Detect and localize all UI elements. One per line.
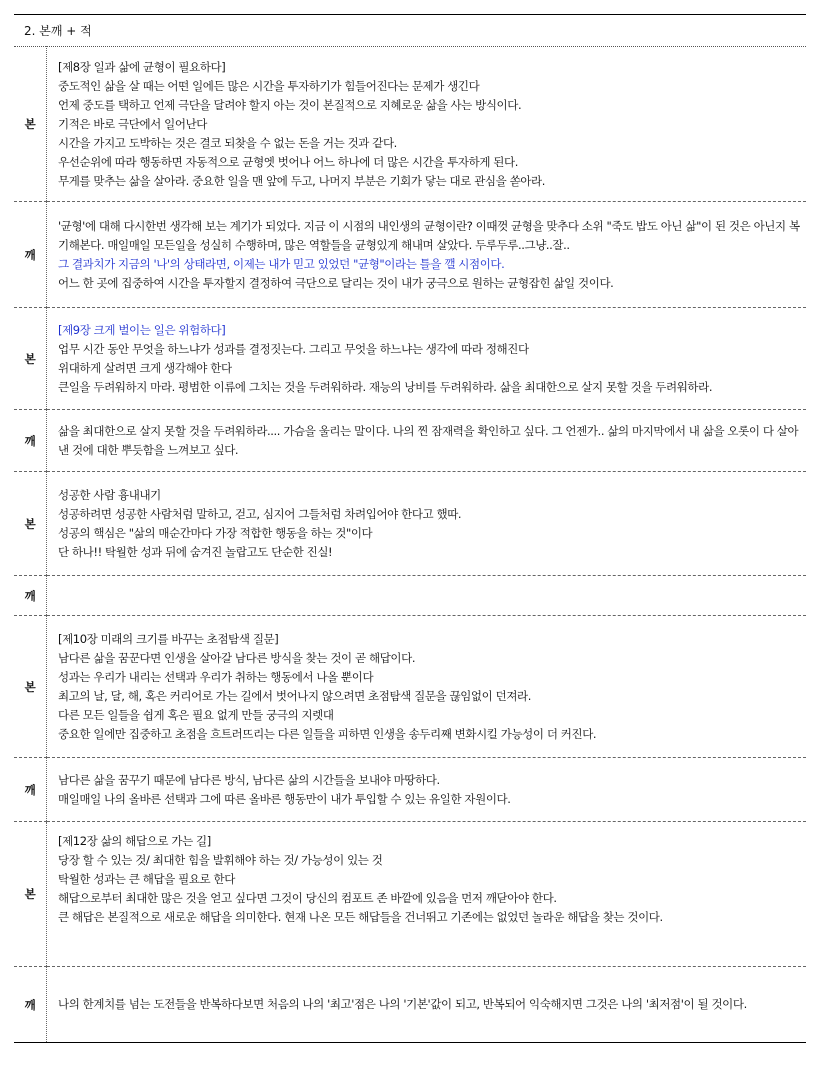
chapter-heading: [제9장 크게 벌이는 일은 위험하다] bbox=[58, 322, 226, 337]
row-label: 깨 bbox=[14, 576, 47, 616]
text-line: 중도적인 삶을 살 때는 어떤 일에든 많은 시간을 투자하기가 힘들어진다는 문제가 생긴다 bbox=[58, 78, 480, 93]
reflection-paragraph: '균형'에 대해 다시한번 생각해 보는 계기가 되었다. 지금 이 시점의 내인생의 균형이란? 이때껏 균형을 맞추다 소위 "죽도 밥도 아닌 삶"이 된 것은 아닌지 복기해본다. 매일매일 모든일을 성실히 수행하며, 많은 역할들을 균형있게 해내며 살았다. 두루두루..그냥..잘.. bbox=[58, 218, 800, 252]
text-line: 기적은 바로 극단에서 일어난다 bbox=[58, 116, 207, 131]
row-content bbox=[47, 47, 807, 202]
text-line: 중요한 일에만 집중하고 초점을 흐트러뜨리는 다른 일들을 피하면 인생을 송두리째 변화시킬 가능성이 더 커진다. bbox=[58, 726, 597, 741]
row-content bbox=[47, 967, 807, 1043]
text-line: 당장 할 수 있는 것/ 최대한 힘을 발휘해야 하는 것/ 가능성이 있는 것 bbox=[58, 853, 383, 867]
reflection-paragraph: 삶을 최대한으로 살지 못할 것을 두려워하라.... 가슴을 울리는 말이다. 나의 찐 잠재력을 확인하고 싶다. 그 언젠가.. 삶의 마지막에서 내 삶을 오롯이 다 살아낸 것에 대한 뿌듯함을 느껴보고 싶다. bbox=[58, 423, 799, 457]
row-content bbox=[47, 822, 807, 967]
chapter-heading: [제8장 일과 삶에 균형이 필요하다] bbox=[58, 59, 226, 74]
row-label: 본 bbox=[14, 472, 47, 576]
text-line: 남다른 삶을 꿈꾼다면 인생을 살아갈 남다른 방식을 찾는 것이 곧 해답이다. bbox=[58, 650, 416, 665]
table-row bbox=[14, 410, 806, 472]
text-line: 우선순위에 따라 행동하면 자동적으로 균형엣 벗어나 어느 하나에 더 많은 시간을 투자하게 된다. bbox=[58, 154, 518, 169]
row-content bbox=[47, 616, 807, 758]
row-label: 깨 bbox=[14, 758, 47, 822]
text-line: 언제 중도를 택하고 언제 극단을 달려야 할지 아는 것이 본질적으로 지혜로운 삶을 사는 방식이다. bbox=[58, 97, 522, 112]
table-row bbox=[14, 616, 806, 758]
row-label: 본 bbox=[14, 47, 47, 202]
row-content bbox=[47, 308, 807, 410]
notes-sheet bbox=[14, 14, 806, 1043]
text-line: 단 하나!! 탁월한 성과 뒤에 숨겨진 놀랍고도 단순한 진실! bbox=[58, 544, 333, 559]
table-row bbox=[14, 576, 806, 616]
notes-table bbox=[14, 46, 806, 1043]
chapter-heading: [제10장 미래의 크기를 바꾸는 초점탐색 질문] bbox=[58, 631, 279, 646]
table-row bbox=[14, 472, 806, 576]
text-line: 성공하려면 성공한 사람처럼 말하고, 걷고, 심지어 그들처럼 차려입어야 한다고 했따. bbox=[58, 506, 462, 521]
row-label: 깨 bbox=[14, 202, 47, 308]
text-line: 탁월한 성과는 큰 해답을 필요로 한다 bbox=[58, 872, 235, 886]
table-row bbox=[14, 967, 806, 1043]
text-line: 시간을 가지고 도박하는 것은 결코 되찾을 수 없는 돈을 거는 것과 같다. bbox=[58, 135, 397, 150]
row-content-empty bbox=[47, 576, 807, 616]
table-row bbox=[14, 758, 806, 822]
row-content bbox=[47, 202, 807, 308]
text-line: 성과는 우리가 내리는 선택과 우리가 취하는 행동에서 나올 뿐이다 bbox=[58, 669, 374, 684]
text-line: 큰 해답은 본질적으로 새로운 해답을 의미한다. 현재 나온 모든 해답들을 건너뛰고 기존에는 없었던 놀라운 해답을 찾는 것이다. bbox=[58, 910, 663, 924]
text-line: 성공한 사람 흉내내기 bbox=[58, 487, 161, 502]
text-line: 해답으로부터 최대한 많은 것을 얻고 싶다면 그것이 당신의 컴포트 존 바깥에 있음을 먼저 깨닫아야 한다. bbox=[58, 891, 557, 905]
text-line: 위대하게 살려면 크게 생각해야 한다 bbox=[58, 360, 232, 375]
row-label: 본 bbox=[14, 616, 47, 758]
table-row bbox=[14, 822, 806, 967]
row-label: 본 bbox=[14, 308, 47, 410]
text-line: 무게를 맞추는 삶을 살아라. 중요한 일을 맨 앞에 두고, 나머지 부분은 기회가 닿는 대로 관심을 쏟아라. bbox=[58, 173, 545, 188]
row-label: 깨 bbox=[14, 410, 47, 472]
reflection-paragraph: 나의 한계치를 넘는 도전들을 반복하다보면 처음의 나의 '최고'점은 나의 '기본'값이 되고, 반복되어 익숙해지면 그것은 나의 '최저점'이 될 것이다. bbox=[58, 997, 747, 1011]
text-line: 남다른 삶을 꿈꾸기 때문에 남다른 방식, 남다른 삶의 시간들을 보내야 마땅하다. bbox=[58, 772, 440, 787]
text-line: 어느 한 곳에 집중하여 시간을 투자할지 결정하여 극단으로 달리는 것이 내가 궁극으로 원하는 균형잡힌 삶일 것이다. bbox=[58, 275, 614, 290]
row-content bbox=[47, 758, 807, 822]
table-row bbox=[14, 47, 806, 202]
table-row bbox=[14, 308, 806, 410]
text-line: 큰일을 두려워하지 마라. 평범한 이류에 그치는 것을 두려워하라. 재능의 낭비를 두려워하라. 삶을 최대한으로 살지 못할 것을 두려워하라. bbox=[58, 379, 713, 394]
row-content bbox=[47, 410, 807, 472]
chapter-heading: [제12장 삶의 해답으로 가는 길] bbox=[58, 834, 211, 848]
highlighted-line: 그 결과치가 지금의 '나'의 상태라면, 이제는 내가 믿고 있었던 "균형"이라는 틀을 깰 시점이다. bbox=[58, 256, 505, 271]
section-title: 2. 본깨 + 적 bbox=[14, 14, 806, 46]
row-label: 깨 bbox=[14, 967, 47, 1043]
row-label: 본 bbox=[14, 822, 47, 967]
table-row bbox=[14, 202, 806, 308]
text-line: 매일매일 나의 올바른 선택과 그에 따른 올바른 행동만이 내가 투입할 수 있는 유일한 자원이다. bbox=[58, 791, 511, 806]
text-line: 최고의 날, 달, 해, 혹은 커리어로 가는 길에서 벗어나지 않으려면 초점탐색 질문을 끊임없이 던져라. bbox=[58, 688, 531, 703]
text-line: 업무 시간 동안 무엇을 하느냐가 성과를 결정짓는다. 그리고 무엇을 하느냐는 생각에 따라 정해진다 bbox=[58, 341, 529, 356]
text-line: 다른 모든 일들을 쉽게 혹은 필요 없게 만들 궁극의 지렛대 bbox=[58, 707, 334, 722]
text-line: 성공의 핵심은 "삶의 매순간마다 가장 적합한 행동을 하는 것"이다 bbox=[58, 525, 373, 540]
row-content bbox=[47, 472, 807, 576]
